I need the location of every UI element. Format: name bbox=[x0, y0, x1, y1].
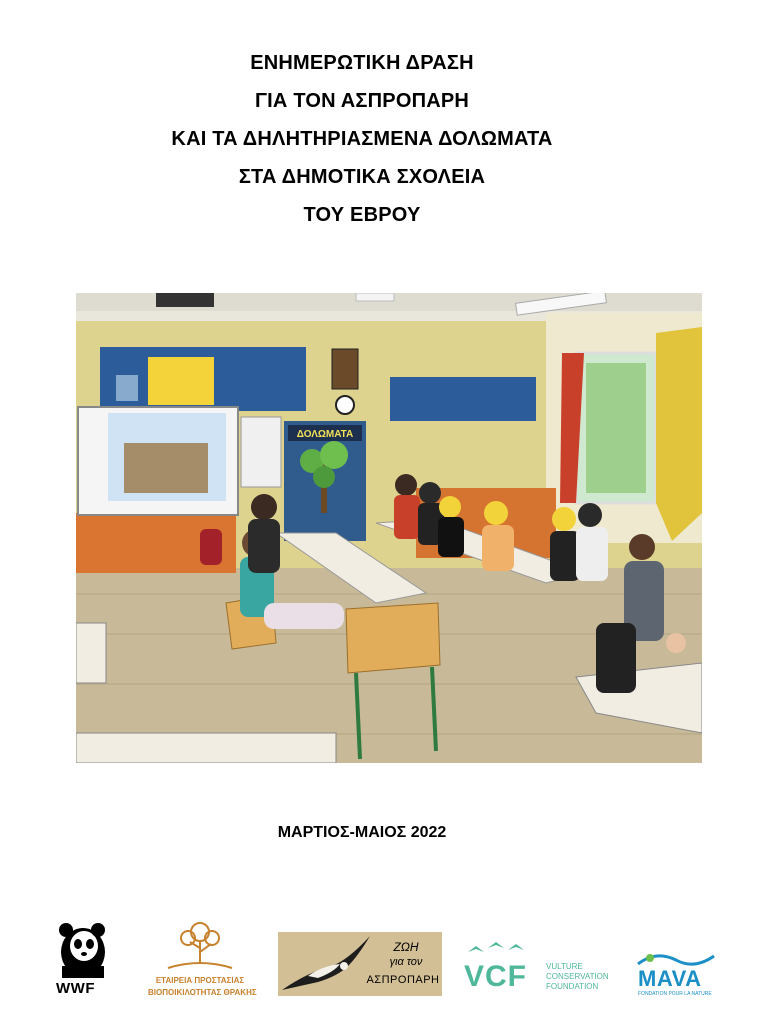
thrace-line-2: ΒΙΟΠΟΙΚΙΛΟΤΗΤΑΣ ΘΡΑΚΗΣ bbox=[148, 988, 257, 997]
title-line-2: ΓΙΑ ΤΟΝ ΑΣΠΡΟΠΑΡΗ bbox=[254, 90, 470, 112]
wwf-text: WWF bbox=[56, 980, 95, 997]
title-line-5: ΤΟΥ ΕΒΡΟΥ bbox=[303, 204, 421, 226]
panda-icon bbox=[54, 920, 112, 980]
mava-logo bbox=[636, 950, 716, 1000]
title-line-1: ΕΝΗΜΕΡΩΤΙΚΗ ΔΡΑΣΗ bbox=[250, 52, 474, 74]
tree-icon bbox=[148, 918, 252, 974]
title-line-4: ΣΤΑ ΔΗΜΟΤΙΚΑ ΣΧΟΛΕΙΑ bbox=[238, 166, 486, 188]
zoi-line-1: ΖΩΗ bbox=[393, 940, 419, 954]
zoi-asproparis-logo bbox=[278, 932, 442, 996]
mava-tagline: FONDATION POUR LA NATURE bbox=[638, 991, 712, 997]
vulture-flock-icon bbox=[466, 938, 536, 958]
document-title bbox=[0, 44, 724, 234]
thrace-line-1: ΕΤΑΙΡΕΙΑ ΠΡΟΣΤΑΣΙΑΣ bbox=[155, 976, 245, 985]
zoi-line-3: ΑΣΠΡΟΠΑΡΗ bbox=[366, 974, 440, 986]
wwf-logo bbox=[54, 920, 112, 1000]
vulture-icon bbox=[278, 932, 378, 996]
vcf-abbr: VCF bbox=[464, 960, 527, 993]
zoi-line-2: για τον bbox=[389, 956, 423, 968]
mava-text: MAVA bbox=[638, 966, 702, 991]
vcf-line-1: VULTURE bbox=[546, 962, 583, 971]
poster-title: ΔΟΛΩΜΑΤΑ bbox=[296, 429, 354, 440]
thrace-society-logo bbox=[148, 918, 257, 1002]
vcf-logo bbox=[462, 938, 624, 1002]
vcf-line-2: CONSERVATION bbox=[546, 972, 609, 981]
date-range: ΜΑΡΤΙΟΣ-ΜΑΙΟΣ 2022 bbox=[277, 824, 447, 841]
title-line-3: ΚΑΙ ΤΑ ΔΗΛΗΤΗΡΙΑΣΜΕΝΑ ΔΟΛΩΜΑΤΑ bbox=[171, 128, 553, 150]
vcf-line-3: FOUNDATION bbox=[546, 982, 599, 991]
classroom-photo bbox=[76, 293, 702, 763]
